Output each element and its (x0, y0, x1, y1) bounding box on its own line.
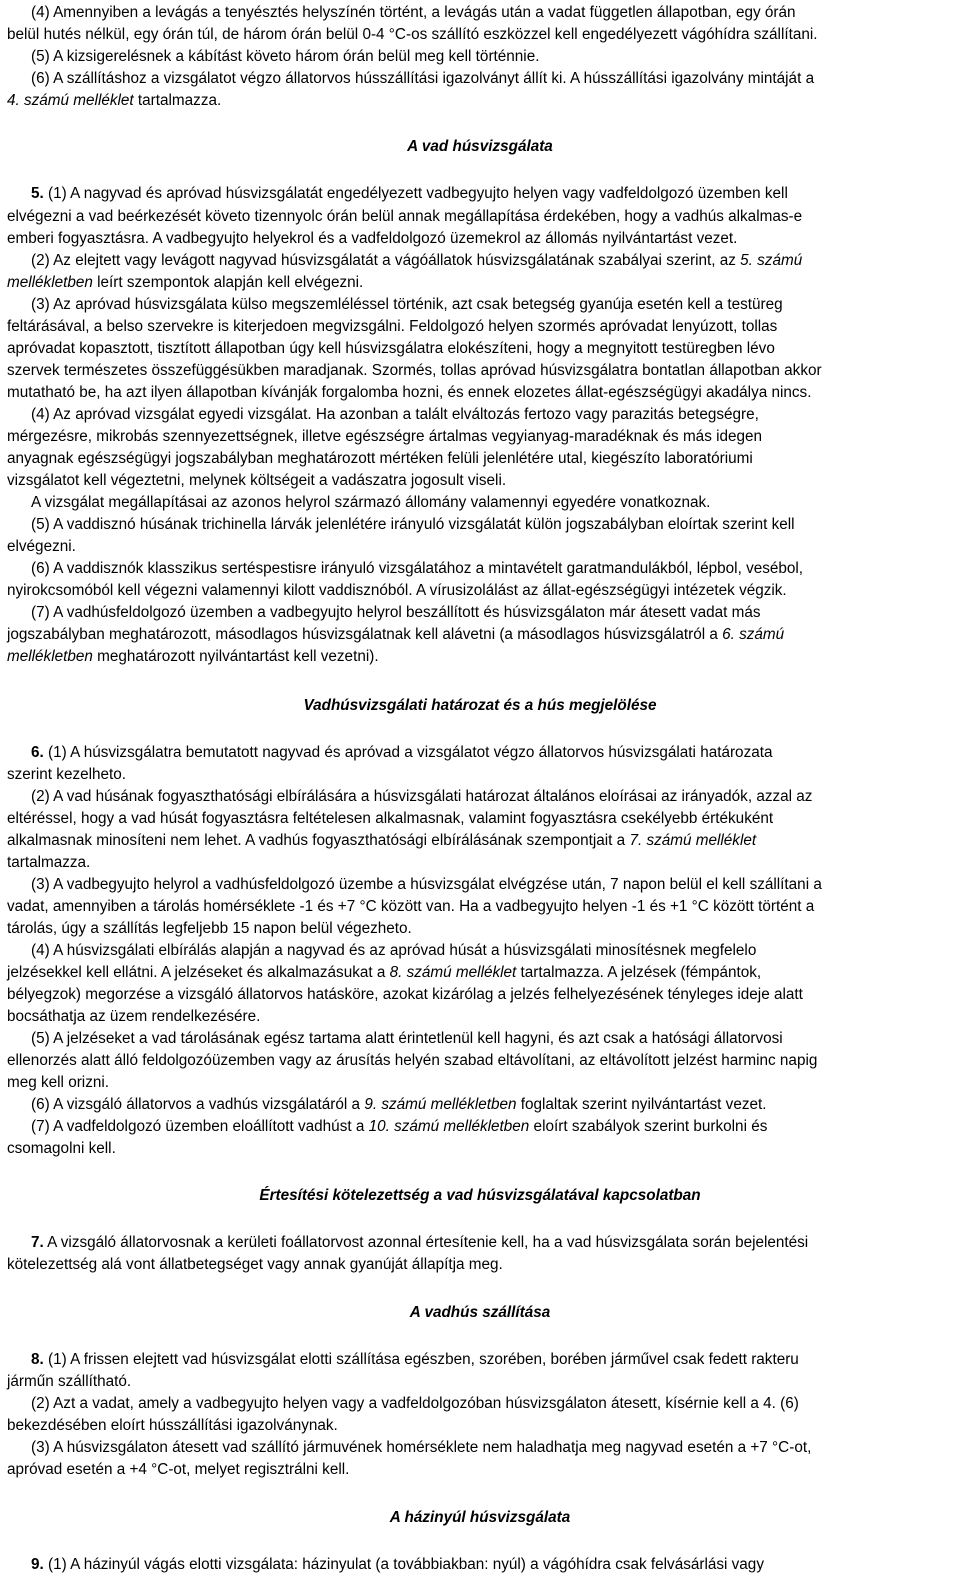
section-heading: A házinyúl húsvizsgálata (389, 1509, 571, 1526)
text-line: apróvadat kopasztott, tisztított állapotban úgy kell húsvizsgálatra elokészíteni, hogy a megnyitott testüregben lévo (7, 340, 775, 357)
text-span: tartalmazza. A jelzések (fémpántok, (516, 964, 762, 981)
text-line (31, 742, 957, 763)
text-line: elvégezni a vad beérkezését követo tizennyolc órán belül annak megállapítása érdekében, hogy a vadhús alkalmas-e (7, 208, 803, 225)
text-line: csomagolni kell. (7, 1140, 116, 1157)
section-number: 6. (31, 744, 44, 761)
text-span: jelzésekkel kell ellátni. A jelzéseket és alkalmazásukat a (7, 964, 390, 981)
annex-reference: 8. számú melléklet (389, 964, 517, 981)
text-span: tartalmazza. (133, 92, 222, 109)
text-line: ellenorzés alatt álló feldolgozóüzemben vagy az árusítás helyén szabad eltávolítani, az eltávolított jelzést harminc napig (7, 1052, 818, 1069)
text-line: (3) Az apróvad húsvizsgálata külso megszemléléssel történik, azt csak betegség gyanúja esetén kell a testüreg (31, 296, 783, 313)
text-line: bélyegzok) megorzése a vizsgáló állatorvos hatásköre, azokat kizárólag a jelzés felhelyezésének tényleges ideje alatt (7, 986, 803, 1003)
text-line: (3) A húsvizsgálaton átesett vad szállító jármuvének homérséklete nem haladhatja meg nagyvad esetén a +7 °C-ot, (31, 1439, 812, 1456)
text-line: bocsáthatja az üzem rendelkezésére. (7, 1008, 261, 1025)
text-line: (3) A vadbegyujto helyrol a vadhúsfeldolgozó üzembe a húsvizsgálat elvégzése után, 7 napon belül el kell szállítani a (31, 876, 822, 893)
annex-reference: mellékletben (7, 648, 93, 665)
text-line: (5) A jelzéseket a vad tárolásának egész tartama alatt érintetlenül kell hagyni, és azt csak a hatósági állatorvosi (31, 1030, 783, 1047)
text-line: nyirokcsomóból kell végezni valamennyi kilott vaddisznóból. A vírusizolálást az állat-egészségügyi intézetek végzik. (7, 582, 787, 599)
annex-reference: 4. számú melléklet (7, 92, 134, 109)
text-line: anyagnak egészségügyi jogszabályban meghatározott mértéken felüli jelenlétére utal, kiegészíto laboratóriumi (7, 450, 753, 467)
text-line: bekezdésében eloírt hússzállítási igazolványnak. (7, 1417, 338, 1434)
text-line: szervek természetes összefüggésükben maradjanak. Szormés, tollas apróvad húsvizsgálatra bontatlan állapotban akkor (7, 362, 822, 379)
text-line: tartalmazza. (7, 854, 91, 871)
text-span: A vizsgáló állatorvosnak a kerületi foállatorvost azonnal értesítenie kell, ha a vad húsvizsgálata során bejelentési (43, 1234, 809, 1251)
text-line (31, 1116, 957, 1137)
section-number: 8. (31, 1351, 44, 1368)
text-line: apróvad esetén a +4 °C-ot, melyet regisztrálni kell. (7, 1461, 350, 1478)
text-span: leírt szempontok alapján kell elvégezni. (92, 274, 364, 291)
section-number: 5. (31, 185, 44, 202)
section-heading: Vadhúsvizsgálati határozat és a hús megjelölése (303, 697, 657, 714)
text-line: belül hutés nélkül, egy órán túl, de három órán belül 0-4 °C-os szállító eszközzel kell engedélyezett vágóhídra szállítani. (7, 26, 818, 43)
annex-reference: 7. számú melléklet (629, 832, 757, 849)
text-span: meghatározott nyilvántartást kell vezetni). (92, 648, 379, 665)
text-span: alkalmasnak minosíteni nem lehet. A vadhús fogyaszthatósági elbírálásának szempontjait a (7, 832, 630, 849)
text-line (31, 1349, 957, 1370)
text-line: (5) A kizsigerelésnek a kábítást követo három órán belül meg kell történnie. (31, 48, 540, 65)
text-line: emberi fogyasztásra. A vadbegyujto helyekrol és a vadfeldolgozó üzemekrol az állomás nyilvántartást vezet. (7, 230, 738, 247)
text-span: (2) Az elejtett vagy levágott nagyvad húsvizsgálatát a vágóállatok húsvizsgálatának szabályai szerint, az (31, 252, 741, 269)
annex-reference: 6. számú (722, 626, 785, 643)
text-line: (4) A húsvizsgálati elbírálás alapján a nagyvad és az apróvad húsát a húsvizsgálati minosítésnek megfelelo (31, 942, 757, 959)
text-line: (4) Az apróvad vizsgálat egyedi vizsgálat. Ha azonban a talált elváltozás fertozo vagy parazitás betegségre, (31, 406, 759, 423)
section-heading: A vad húsvizsgálata (407, 138, 553, 155)
text-span: (1) A húsvizsgálatra bemutatott nagyvad és apróvad a vizsgálatot végzo állatorvos húsvizsgálati határozata (43, 744, 773, 761)
annex-reference: 5. számú (740, 252, 803, 269)
text-line (31, 1094, 957, 1115)
text-line: meg kell orizni. (7, 1074, 110, 1091)
text-line: eltéréssel, hogy a vad húsát fogyasztásra feltételesen alkalmasnak, valamint fogyasztásra csekélyebb értékuként (7, 810, 774, 827)
text-line (31, 250, 957, 271)
text-line: járműn szállítható. (7, 1373, 132, 1390)
text-line (31, 1554, 957, 1575)
text-line: mérgezésre, mikrobás szennyezettségnek, illetve egészségre ártalmas vegyianyag-maradéknak és más idegen (7, 428, 763, 445)
text-line (7, 624, 957, 645)
section-number: 9. (31, 1556, 44, 1573)
text-span: (1) A házinyúl vágás elotti vizsgálata: házinyulat (a továbbiakban: nyúl) a vágóhídra csak felvásárlási vagy (43, 1556, 764, 1573)
text-line: szerint kezelheto. (7, 766, 127, 783)
text-line: (2) Azt a vadat, amely a vadbegyujto helyen vagy a vadfeldolgozóban húsvizsgálaton átesett, kísérnie kell a 4. (6) (31, 1395, 799, 1412)
text-span: (7) A vadfeldolgozó üzemben eloállított vadhúst a (31, 1118, 369, 1135)
text-line: feltárásával, a belso szervekre is kiterjedoen megvizsgálni. Feldolgozó helyen szormés apróvadat lenyúzott, tollas (7, 318, 778, 335)
text-span: foglaltak szerint nyilvántartást vezet. (516, 1096, 767, 1113)
annex-reference: 10. számú mellékletben (368, 1118, 530, 1135)
text-span: (6) A vizsgáló állatorvos a vadhús vizsgálatáról a (31, 1096, 365, 1113)
text-line: kötelezettség alá vont állatbetegséget vagy annak gyanúját állapítja meg. (7, 1256, 503, 1273)
annex-reference: mellékletben (7, 274, 93, 291)
text-line (7, 962, 957, 983)
text-span: jogszabályban meghatározott, másodlagos húsvizsgálatnak kell alávetni (a másodlagos húsvizsgálatról a (7, 626, 723, 643)
text-span: (1) A frissen elejtett vad húsvizsgálat elotti szállítása egészben, szorében, borében járművel csak fedett rakteru (43, 1351, 799, 1368)
text-line: (5) A vaddisznó húsának trichinella lárvák jelenlétére irányuló vizsgálatát külön jogszabályban eloírtak szerint kell (31, 516, 795, 533)
text-line: A vizsgálat megállapításai az azonos helyrol származó állomány valamennyi egyedére vonatkoznak. (31, 494, 711, 511)
text-line: elvégezni. (7, 538, 76, 555)
annex-reference: 9. számú mellékletben (364, 1096, 517, 1113)
text-span: (1) A nagyvad és apróvad húsvizsgálatát engedélyezett vadbegyujto helyen vagy vadfeldolgozó üzemben kell (43, 185, 788, 202)
text-line: tárolás, úgy a szállítás legfeljebb 15 napon belül végezheto. (7, 920, 412, 937)
text-line (7, 272, 957, 293)
text-line: (2) A vad húsának fogyaszthatósági elbírálására a húsvizsgálati határozat általános eloírásai az irányadók, azzal az (31, 788, 813, 805)
section-number: 7. (31, 1234, 44, 1251)
text-line: vizsgálatot kell végeztetni, melynek költségeit a vadászatra jogosult viseli. (7, 472, 507, 489)
text-line (7, 830, 957, 851)
text-line: (7) A vadhúsfeldolgozó üzemben a vadbegyujto helyrol beszállított és húsvizsgálaton már átesett vadat más (31, 604, 761, 621)
text-line (31, 183, 957, 204)
text-line: mutatható be, ha azt ilyen állapotban kívánják forgalomba hozni, és ennek elozetes állat-egészségügyi akadálya nincs. (7, 384, 812, 401)
text-line (31, 1232, 957, 1253)
section-heading: A vadhús szállítása (409, 1304, 551, 1321)
text-line (7, 90, 957, 111)
text-line: (6) A vaddisznók klasszikus sertéspestisre irányuló vizsgálatához a mintavételt garatmandulákból, lépbol, vesébol, (31, 560, 804, 577)
text-line (7, 646, 957, 667)
text-line: vadat, amennyiben a tárolás homérséklete -1 és +7 °C között van. Ha a vadbegyujto helyen -1 és +1 °C között történt a (7, 898, 815, 915)
section-heading: Értesítési kötelezettség a vad húsvizsgálatával kapcsolatban (259, 1187, 701, 1204)
text-span: eloírt szabályok szerint burkolni és (529, 1118, 768, 1135)
text-line: (6) A szállításhoz a vizsgálatot végzo állatorvos hússzállítási igazolványt állít ki. A hússzállítási igazolvány mintáját a (31, 70, 815, 87)
text-line: (4) Amennyiben a levágás a tenyésztés helyszínén történt, a levágás után a vadat független állapotban, egy órán (31, 4, 796, 21)
